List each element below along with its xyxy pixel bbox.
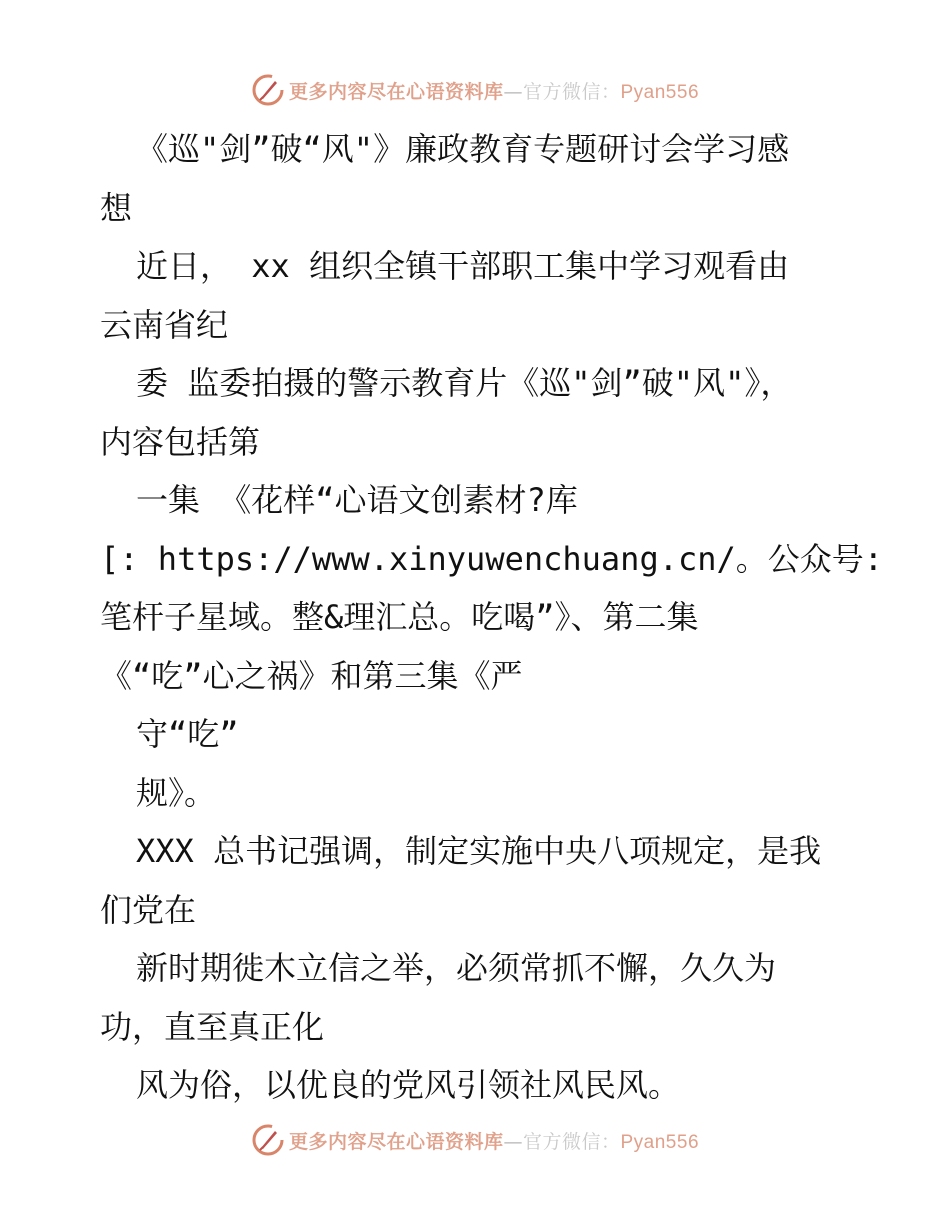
text-line: 委 监委拍摄的警示教育片《巡"剑”破"风"》，	[136, 364, 793, 402]
quill-logo-icon	[251, 1123, 285, 1157]
text-line: 近日， xx 组织全镇干部职工集中学习观看由	[136, 247, 790, 285]
watermark-text: 更多内容尽在心语资料库—官方微信：Pyan556	[288, 1130, 700, 1153]
quill-logo-icon	[251, 73, 285, 107]
text-line: 新时期徙木立信之举，必须常抓不懈，久久为	[136, 949, 777, 987]
document-body	[100, 120, 900, 1115]
text-line: 想	[100, 188, 133, 227]
text-line: 云南省纪	[100, 305, 229, 344]
text-line: 风为俗，以优良的党风引领社风民风。	[136, 1066, 681, 1104]
text-line: [: https://www.xinyuwenchuang.cn/。公众号:	[100, 539, 884, 578]
text-line: 内容包括第	[100, 422, 261, 461]
header-watermark	[0, 70, 950, 110]
text-line: 一集 《花样“心语文创素材?库	[136, 481, 578, 519]
text-line: 《巡"剑”破“风"》廉政教育专题研讨会学习感	[136, 130, 790, 168]
text-line: 们党在	[100, 890, 197, 929]
text-line: 笔杆子星域。整&理汇总。吃喝”》、第二集	[100, 598, 699, 636]
text-line: 规》。	[136, 773, 217, 812]
text-line: 功，直至真正化	[100, 1007, 325, 1046]
text-line: 《“吃”心之祸》和第三集《严	[100, 656, 523, 695]
text-line: 守“吃”	[136, 715, 239, 753]
watermark-text: 更多内容尽在心语资料库—官方微信：Pyan556	[288, 80, 700, 103]
text-line: XXX 总书记强调，制定实施中央八项规定，是我	[136, 832, 822, 870]
footer-watermark	[0, 1120, 950, 1160]
